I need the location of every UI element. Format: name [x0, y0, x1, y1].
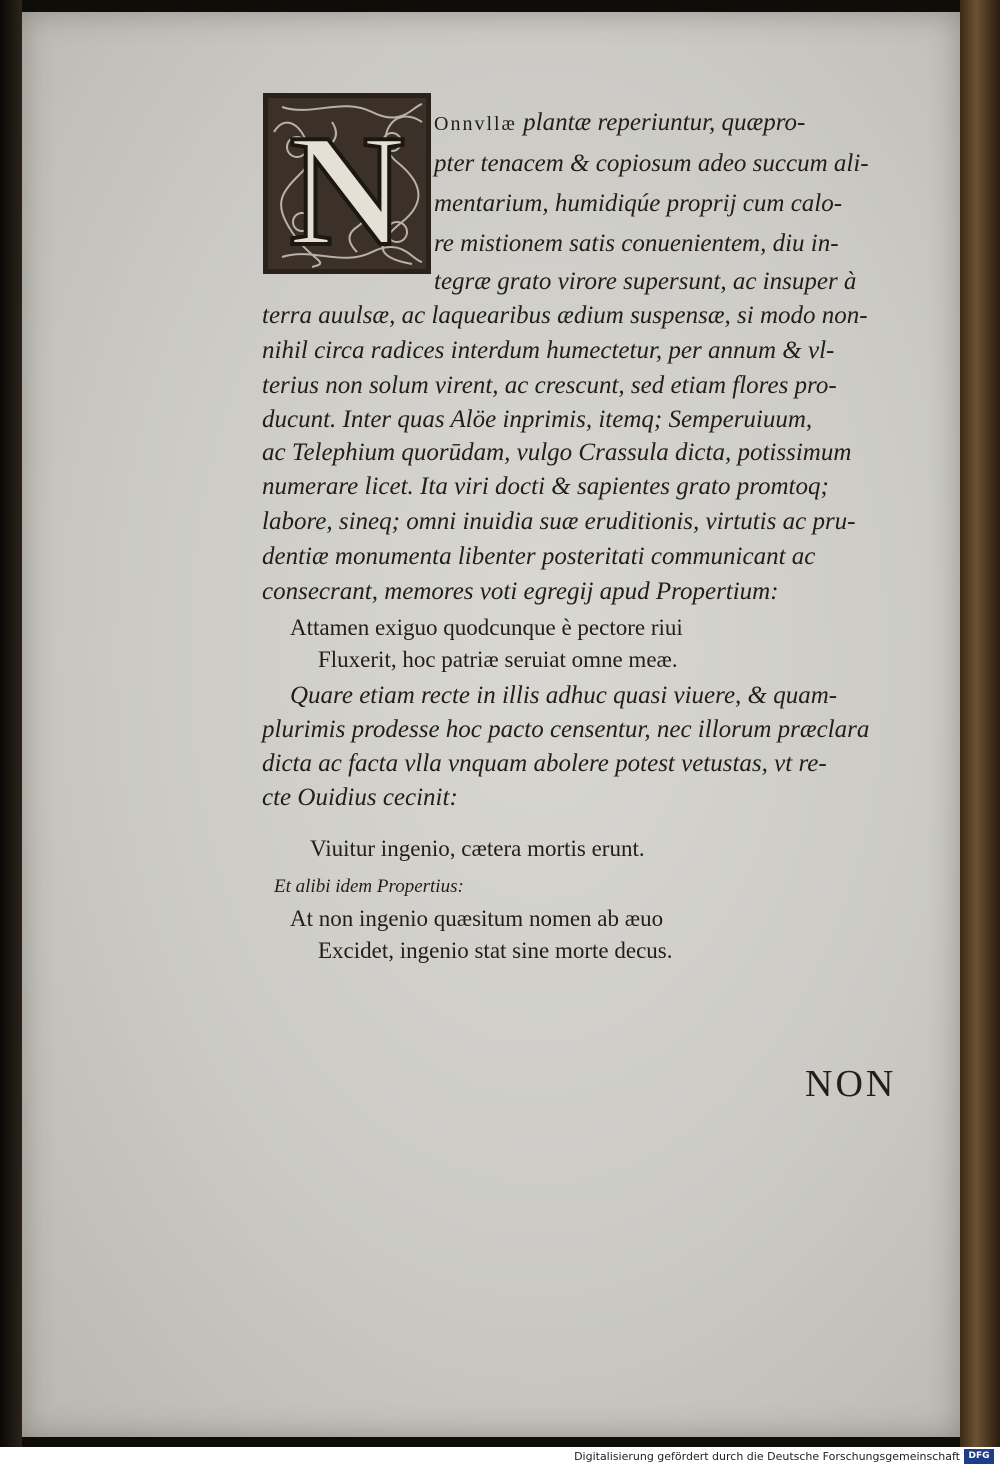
text-line-12: labore, sineq; omni inuidia suæ eruditionis, virtutis ac pru- [262, 508, 856, 535]
dfg-logo-icon: DFG [964, 1449, 994, 1464]
text-line-14: consecrant, memores voti egregij apud Propertium: [262, 578, 779, 605]
text-line-5: tegræ grato virore supersunt, ac insuper à [434, 268, 857, 295]
text-line-7: nihil circa radices interdum humectetur, per annum & vl- [262, 337, 835, 364]
book-left-edge [0, 0, 22, 1447]
catchword: NON [805, 1063, 897, 1105]
decorated-initial-n [262, 92, 432, 275]
text-line-8: terius non solum virent, ac crescunt, sed etiam flores pro- [262, 372, 837, 399]
first-word-caps: Onnvllæ [434, 113, 517, 135]
text-line-4: re mistionem satis conuenientem, diu in- [434, 230, 839, 257]
digitization-footer [0, 1447, 1000, 1468]
quote-ovid: Viuitur ingenio, cætera mortis erunt. [310, 836, 645, 861]
quote-propertius2-line-1: At non ingenio quæsitum nomen ab æuo [290, 906, 664, 931]
initial-letter-glyph: N [289, 101, 405, 275]
text-line-10: ac Telephium quorūdam, vulgo Crassula dicta, potissimum [262, 439, 852, 466]
quote-propertius2-line-2: Excidet, ingenio stat sine morte decus. [318, 938, 673, 963]
footer-credit-text: Digitalisierung gefördert durch die Deutsche Forschungsgemeinschaft [574, 1450, 960, 1463]
page [22, 12, 960, 1437]
text-line-2: pter tenacem & copiosum adeo succum ali- [434, 150, 869, 177]
para2-line-4: cte Ouidius cecinit: [262, 784, 458, 811]
quote-propertius-line-1: Attamen exiguo quodcunque è pectore riui [290, 615, 683, 640]
para2-line-1: Quare etiam recte in illis adhuc quasi viuere, & quam- [290, 682, 838, 709]
text-line-9: ducunt. Inter quas Alöe inprimis, itemq; Semperuiuum, [262, 406, 813, 433]
quote-propertius-line-2: Fluxerit, hoc patriæ seruiat omne meæ. [318, 647, 678, 672]
text-line-1 [434, 108, 805, 139]
quote-intro: Et alibi idem Propertius: [274, 876, 464, 897]
line-text: plantæ reperiuntur, quæpro- [523, 109, 806, 136]
text-line-3: mentarium, humidiqúe proprij cum calo- [434, 190, 843, 217]
book-right-edge [960, 0, 1000, 1447]
text-line-13: dentiæ monumenta libenter posteritati communicant ac [262, 543, 816, 570]
para2-line-2: plurimis prodesse hoc pacto censentur, nec illorum præclara [262, 716, 870, 743]
text-line-6: terra auulsæ, ac laquearibus ædium suspensæ, si modo non- [262, 302, 868, 329]
para2-line-3: dicta ac facta vlla vnquam abolere potest vetustas, vt re- [262, 750, 827, 777]
text-line-11: numerare licet. Ita viri docti & sapientes grato promtoq; [262, 473, 829, 500]
